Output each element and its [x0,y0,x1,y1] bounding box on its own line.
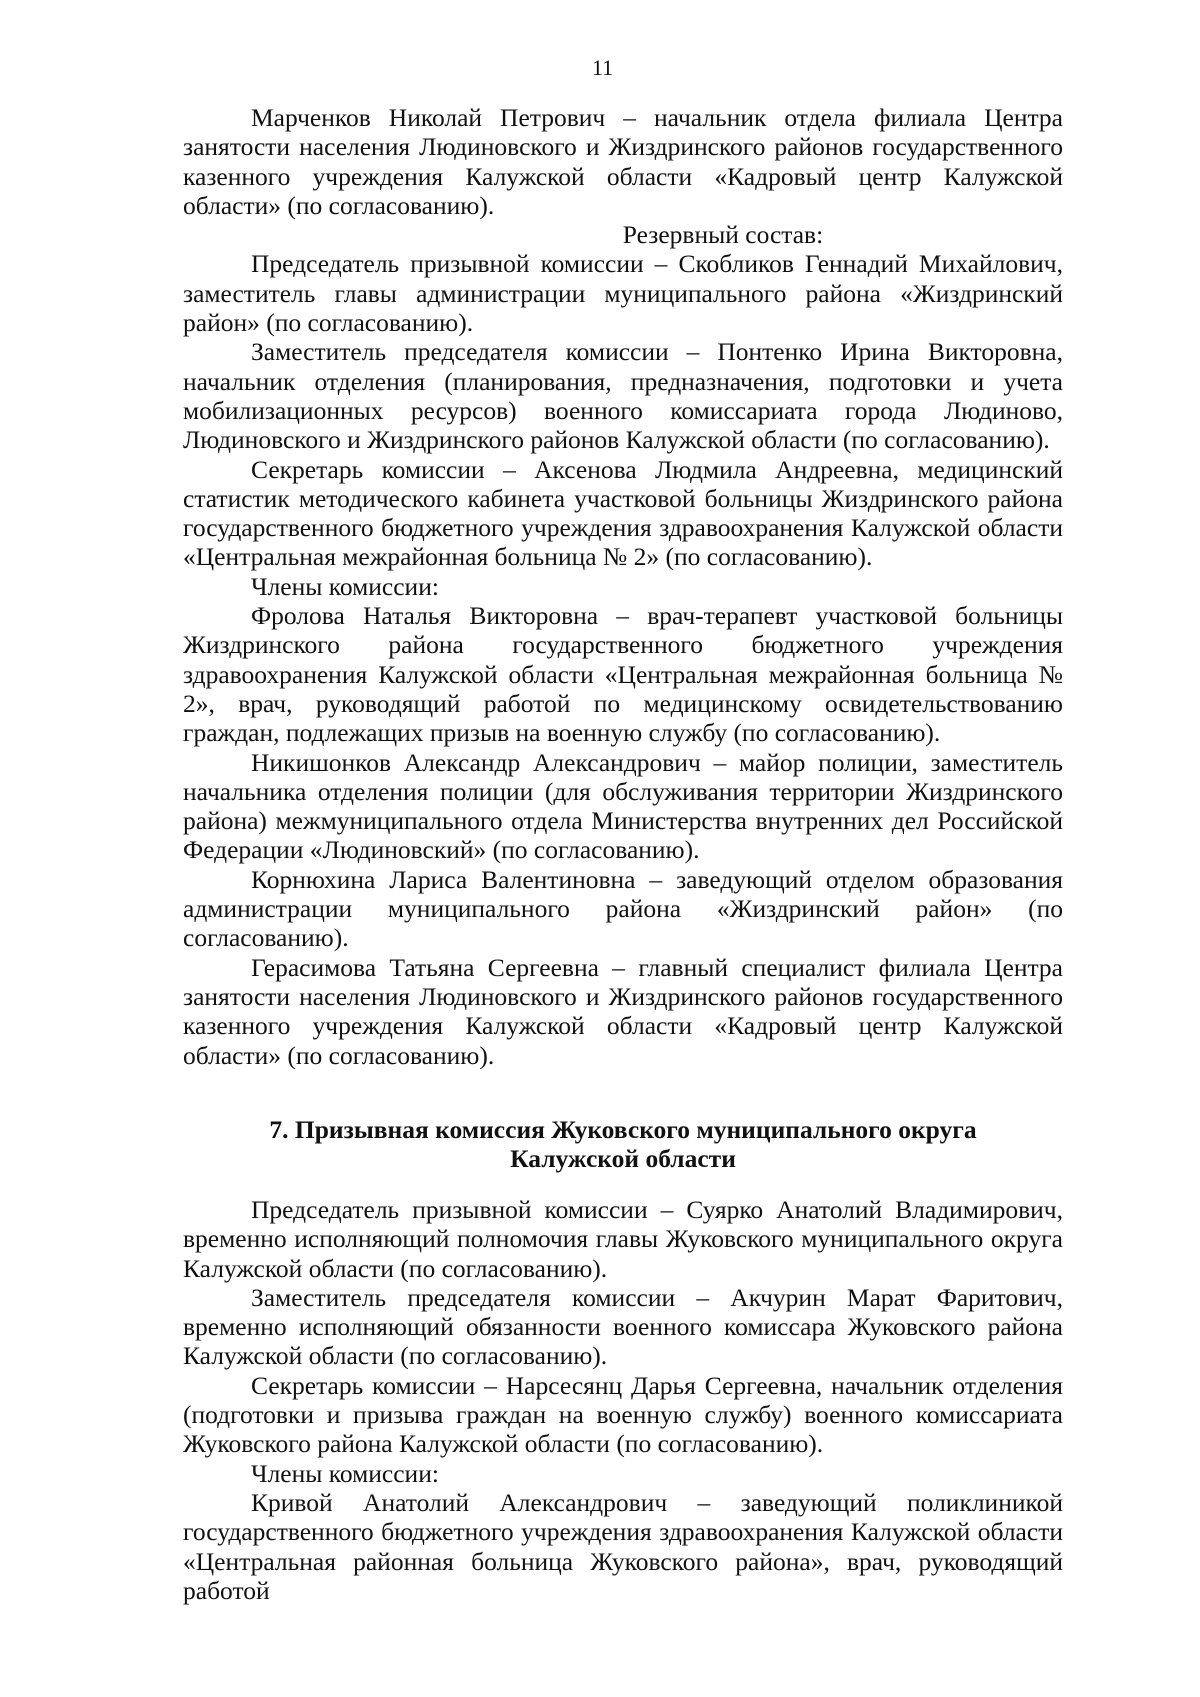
section-7-heading-line2: Калужской области [510,1144,736,1173]
paragraph-secretary-zhukov: Секретарь комиссии – Нарсесянц Дарья Сергеевна, начальник отделения (подготовки и призыва граждан на военную службу) военного комиссариата Жуковского района Калужской области (по согласованию). [183,1370,1063,1459]
section-7-body [183,1195,1063,1605]
reserve-composition-block [183,103,1063,1070]
section-7-heading [183,1115,1063,1173]
page-number: 11 [592,55,614,80]
members-label-zhukov: Члены комиссии: [251,1458,439,1488]
paragraph-marchenkov: Марченков Николай Петрович – начальник отдела филиала Центра занятости населения Людиновского и Жиздринского районов государственного казенного учреждения Калужской области «Кадровый центр Калужской области» (по согласованию). [183,103,1063,220]
reserve-composition-heading: Резервный состав: [622,220,824,250]
paragraph-chairman-reserve: Председатель призывной комиссии – Скобликов Геннадий Михайлович, заместитель главы администрации муниципального района «Жиздринский район» (по согласованию). [183,249,1063,338]
paragraph-member-frolova: Фролова Наталья Викторовна – врач-терапевт участковой больницы Жиздринского района государственного бюджетного учреждения здравоохранения Калужской области «Центральная межрайонная больница № 2», врач, руководящий работой по медицинскому освидетельствованию граждан, подлежащих призыв на военную службу (по согласованию). [183,601,1063,748]
paragraph-chairman-zhukov: Председатель призывной комиссии – Суярко Анатолий Владимирович, временно исполняющий полномочия главы Жуковского муниципального округа Калужской области (по согласованию). [183,1195,1063,1283]
paragraph-member-gerasimova: Герасимова Татьяна Сергеевна – главный специалист филиала Центра занятости населения Людиновского и Жиздринского районов государственного казенного учреждения Калужской области «Кадровый центр Калужской области» (по согласованию). [183,952,1063,1070]
members-label-reserve: Члены комиссии: [251,571,439,601]
paragraph-member-nikishonkov: Никишонков Александр Александрович – майор полиции, заместитель начальника отделения полиции (для обслуживания территории Жиздринского района) межмуниципального отдела Министерства внутренних дел Российской Федерации «Людиновский» (по согласованию). [183,747,1063,865]
paragraph-deputy-chairman-zhukov: Заместитель председателя комиссии – Акчурин Марат Фаритович, временно исполняющий обязанности военного комиссара Жуковского района Калужской области (по согласованию). [183,1282,1063,1371]
paragraph-deputy-chairman-reserve: Заместитель председателя комиссии – Понтенко Ирина Викторовна, начальник отделения (планирования, предназначения, подготовки и учета мобилизационных ресурсов) военного комиссариата города Людиново, Людиновского и Жиздринского районов Калужской области (по согласованию). [183,337,1063,455]
paragraph-member-kornyukhina: Корнюхина Лариса Валентиновна – заведующий отделом образования администрации муниципального района «Жиздринский район» (по согласованию). [183,864,1063,953]
paragraph-member-krivoy: Кривой Анатолий Александрович – заведующий поликлиникой государственного бюджетного учреждения здравоохранения Калужской области «Центральная районная больница Жуковского района», врач, руководящий работой [183,1487,1063,1605]
paragraph-secretary-reserve: Секретарь комиссии – Аксенова Людмила Андреевна, медицинский статистик методического кабинета участковой больницы Жиздринского района государственного бюджетного учреждения здравоохранения Калужской области «Центральная межрайонная больница № 2» (по согласованию). [183,454,1063,572]
section-7-heading-line1: 7. Призывная комиссия Жуковского муниципального округа [269,1115,977,1144]
